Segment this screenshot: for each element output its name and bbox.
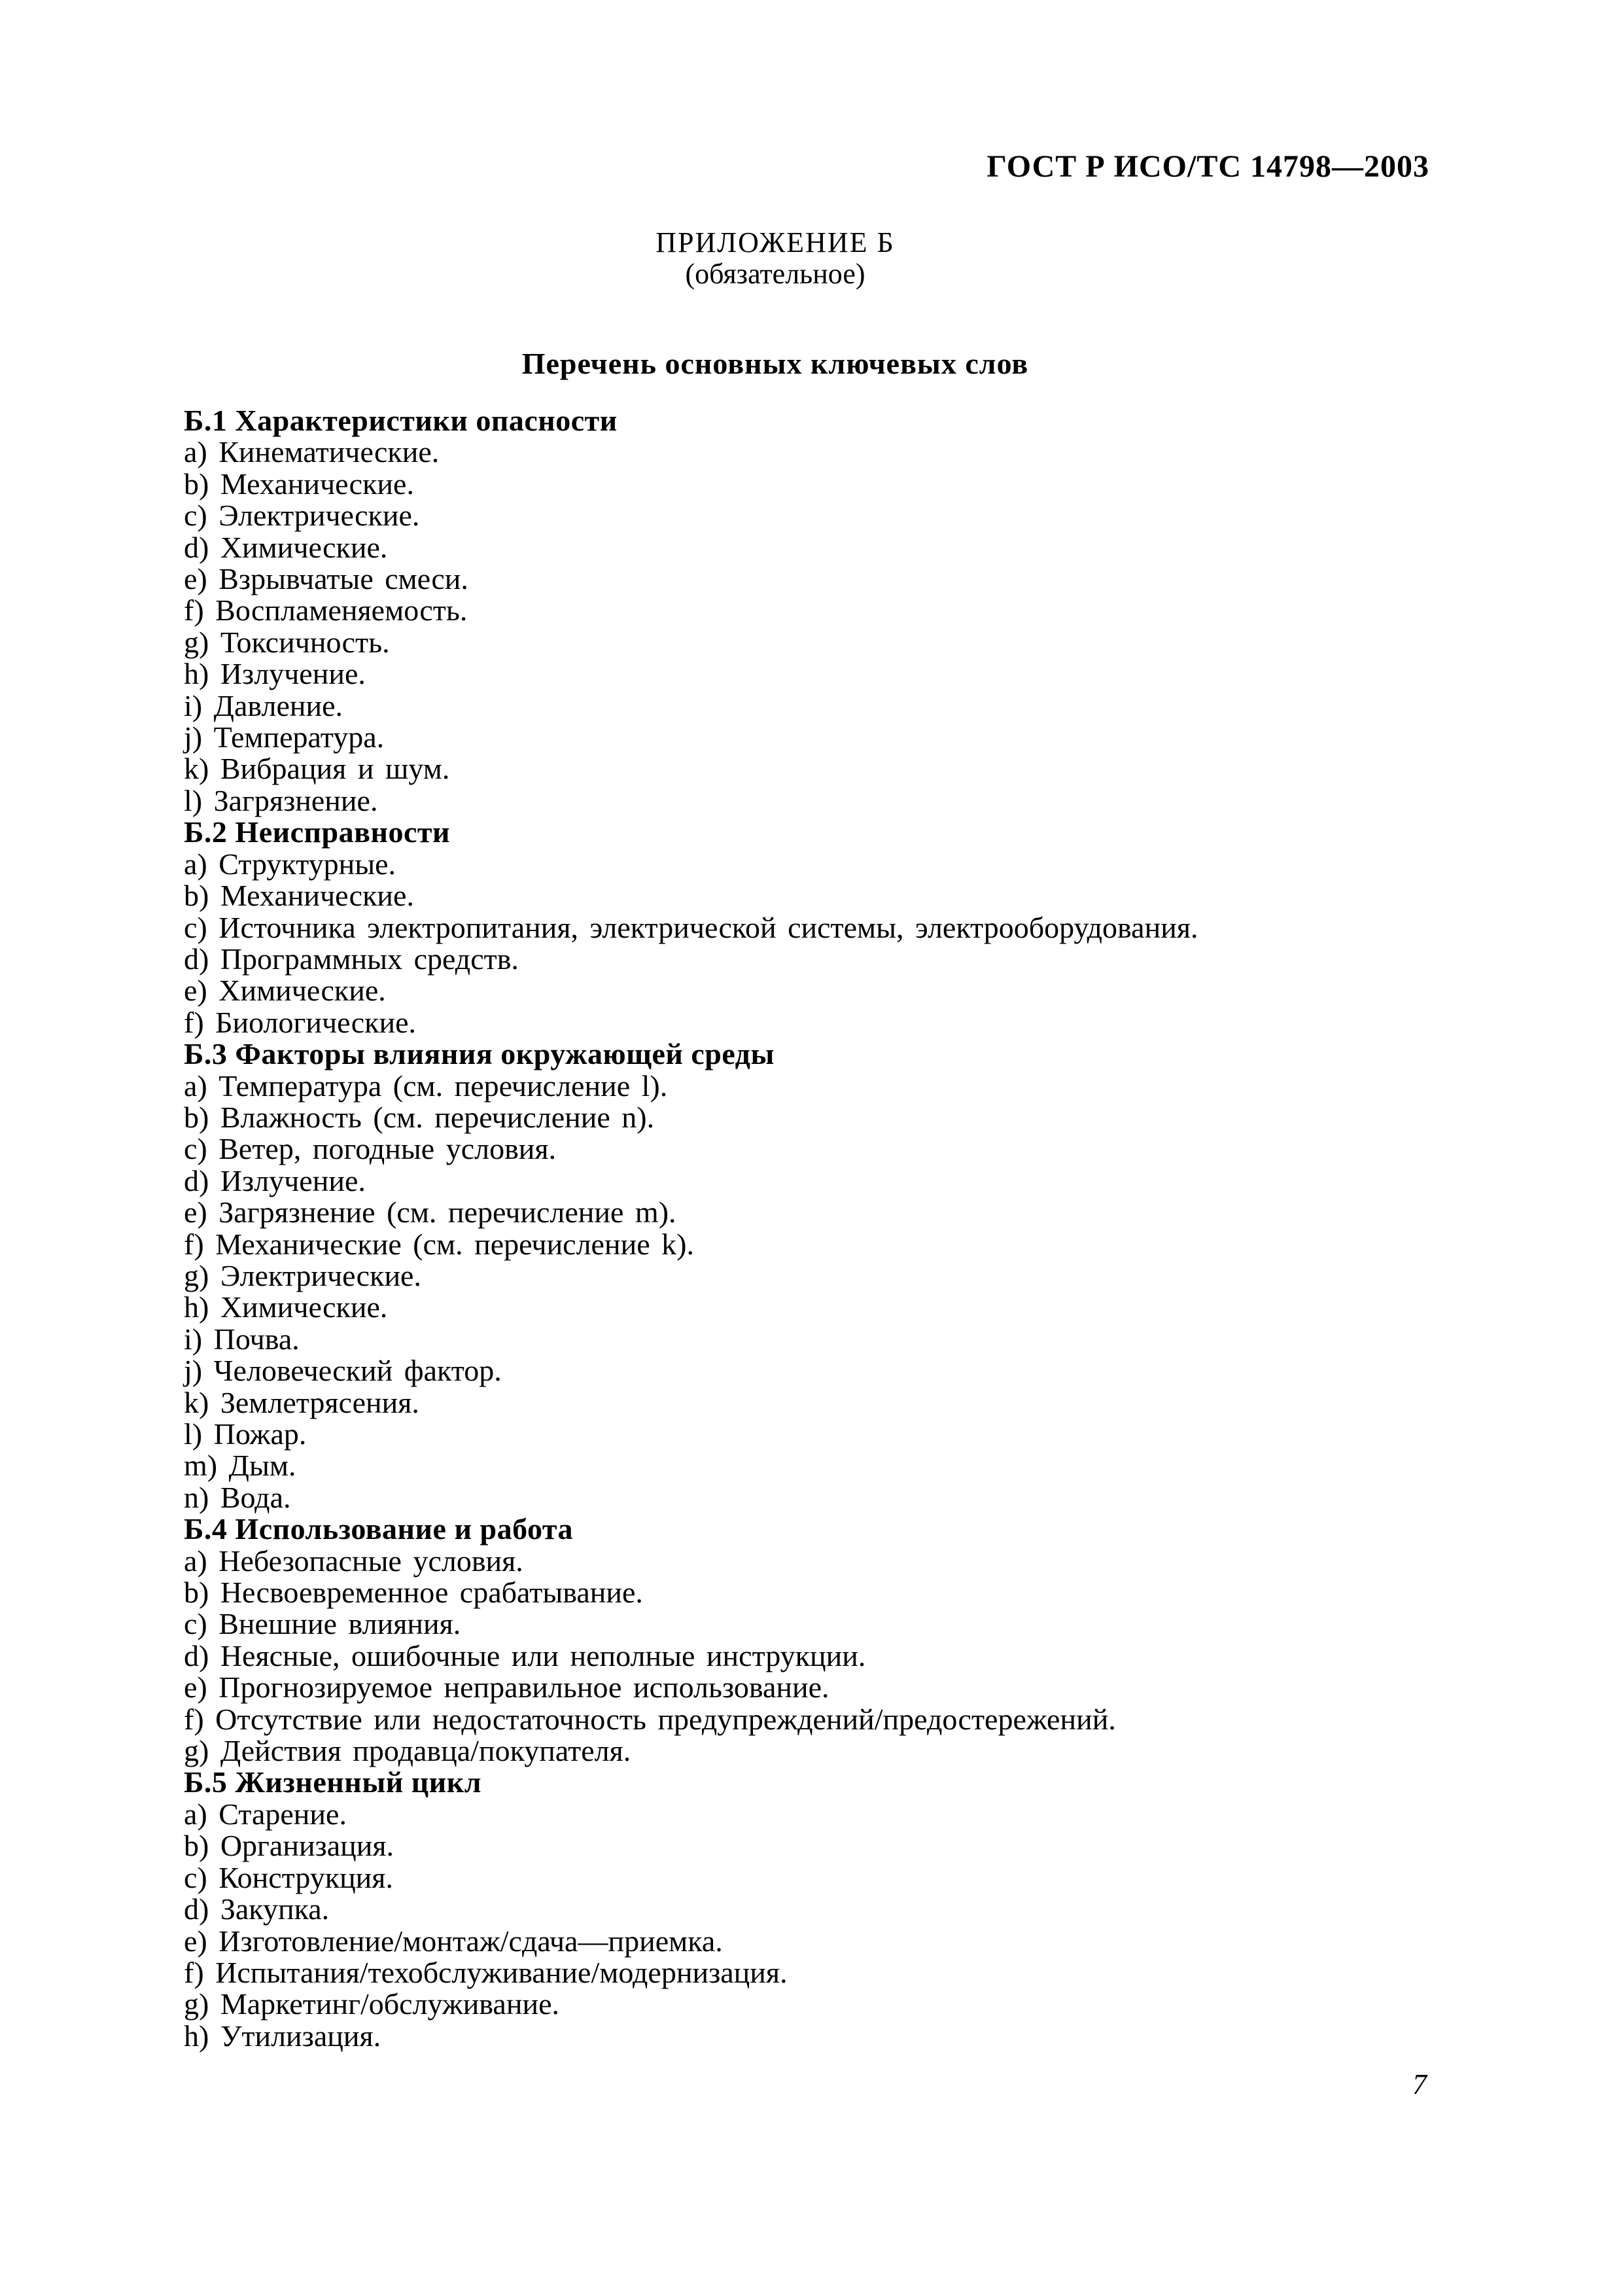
- list-item: a) Кинематические.: [184, 435, 440, 469]
- list-item: h) Утилизация.: [184, 2019, 381, 2053]
- list-item: f) Биологические.: [184, 1005, 416, 1039]
- list-item: b) Несвоевременное срабатывание.: [184, 1576, 643, 1610]
- list-item: h) Излучение.: [184, 657, 366, 691]
- list-item: a) Структурные.: [184, 847, 396, 881]
- list-item: m) Дым.: [184, 1449, 296, 1483]
- appendix-title: ПРИЛОЖЕНИЕ Б: [655, 226, 895, 258]
- appendix-subtitle: (обязательное): [685, 258, 865, 290]
- section-heading-b2: Б.2 Неисправности: [184, 815, 450, 849]
- list-item: c) Источника электропитания, электрической системы, электрооборудования.: [184, 910, 1198, 944]
- list-item: f) Механические (см. перечисление k).: [184, 1227, 694, 1261]
- list-item: g) Токсичность.: [184, 625, 390, 659]
- list-item: b) Механические.: [184, 467, 414, 501]
- list-item: a) Температура (см. перечисление l).: [184, 1069, 668, 1103]
- section-heading-b5: Б.5 Жизненный цикл: [184, 1765, 482, 1799]
- list-item: d) Излучение.: [184, 1163, 366, 1197]
- list-item: j) Температура.: [184, 720, 385, 754]
- list-item: k) Землетрясения.: [184, 1385, 419, 1419]
- list-item: e) Взрывчатые смеси.: [184, 562, 468, 596]
- list-item: n) Вода.: [184, 1480, 291, 1514]
- list-item: b) Механические.: [184, 879, 414, 913]
- list-item: g) Действия продавца/покупателя.: [184, 1734, 631, 1768]
- list-item: c) Внешние влияния.: [184, 1607, 461, 1641]
- list-item: i) Почва.: [184, 1322, 300, 1356]
- standard-designation-header: ГОСТ Р ИСО/ТС 14798—2003: [986, 149, 1429, 184]
- list-item: g) Электрические.: [184, 1258, 421, 1292]
- list-item: k) Вибрация и шум.: [184, 752, 450, 786]
- list-item: d) Неясные, ошибочные или неполные инструкции.: [184, 1638, 866, 1672]
- list-item: d) Закупка.: [184, 1892, 330, 1926]
- list-item: c) Электрические.: [184, 499, 420, 533]
- list-item: b) Влажность (см. перечисление n).: [184, 1100, 655, 1134]
- list-item: h) Химические.: [184, 1290, 388, 1324]
- list-item: c) Конструкция.: [184, 1860, 393, 1894]
- list-item: g) Маркетинг/обслуживание.: [184, 1987, 559, 2021]
- keyword-list: [184, 405, 1558, 2052]
- section-heading-b3: Б.3 Факторы влияния окружающей среды: [184, 1037, 775, 1071]
- page-number: 7: [1412, 2068, 1427, 2100]
- list-item: f) Отсутствие или недостаточность предупреждений/предостережений.: [184, 1702, 1116, 1736]
- list-item: d) Химические.: [184, 530, 388, 564]
- list-item: f) Испытания/техобслуживание/модернизация.: [184, 1955, 788, 1989]
- section-heading-b4: Б.4 Использование и работа: [184, 1512, 574, 1546]
- section-heading-b1: Б.1 Характеристики опасности: [184, 404, 618, 437]
- list-item: b) Организация.: [184, 1829, 394, 1863]
- list-item: l) Пожар.: [184, 1417, 307, 1451]
- list-item: l) Загрязнение.: [184, 783, 378, 817]
- list-item: d) Программных средств.: [184, 942, 519, 976]
- list-item: e) Изготовление/монтаж/сдача—приемка.: [184, 1924, 723, 1958]
- list-item: f) Воспламеняемость.: [184, 593, 468, 627]
- list-item: e) Загрязнение (см. перечисление m).: [184, 1195, 676, 1229]
- page-title: Перечень основных ключевых слов: [521, 347, 1029, 380]
- list-item: i) Давление.: [184, 688, 343, 722]
- list-item: a) Небезопасные условия.: [184, 1544, 523, 1578]
- list-item: e) Прогнозируемое неправильное использование.: [184, 1670, 829, 1704]
- list-item: j) Человеческий фактор.: [184, 1354, 502, 1388]
- list-item: a) Старение.: [184, 1797, 347, 1831]
- list-item: e) Химические.: [184, 974, 386, 1008]
- list-item: c) Ветер, погодные условия.: [184, 1132, 557, 1166]
